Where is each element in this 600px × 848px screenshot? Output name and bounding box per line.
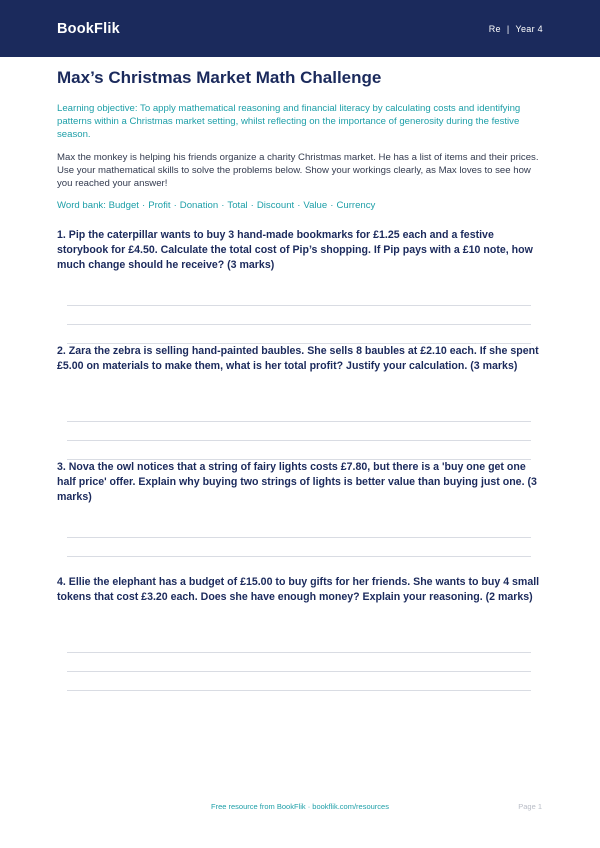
answer-line-q1[interactable] <box>67 324 531 325</box>
brand-logo: BookFlik <box>57 20 120 37</box>
question-2: 2. Zara the zebra is selling hand-painted baubles. She sells 8 baubles at £2.10 each. If she spent £5.00 on materials to make them, what is her total profit? Justify your calculation. (3 marks) <box>57 345 539 372</box>
answer-line-q1[interactable] <box>67 305 531 306</box>
answer-line-q4[interactable] <box>67 652 531 653</box>
word-bank-item: Total <box>227 200 248 211</box>
word-bank-item: Donation <box>179 200 219 211</box>
answer-line-q4[interactable] <box>67 690 531 691</box>
word-bank-item: Profit <box>148 200 171 211</box>
answer-line-q2[interactable] <box>67 421 531 422</box>
word-bank-item: Value <box>303 200 328 211</box>
answer-line-q1[interactable] <box>67 343 531 344</box>
word-bank-item: Currency <box>336 200 376 211</box>
intro-text: Max the monkey is helping his friends organize a charity Christmas market. He has a list of items and their prices. Use your mathematical skills to solve the problems below. Show your workings clearly, as Max loves to see how you reached your answer! <box>57 152 539 189</box>
subject-label: Re <box>488 23 501 34</box>
footer-credit: Free resource from BookFlik · bookflik.com/resources <box>211 802 389 811</box>
answer-line-q3[interactable] <box>67 556 531 557</box>
word-bank-item: Discount <box>256 200 295 211</box>
page-number: Page 1 <box>518 802 542 811</box>
question-3: 3. Nova the owl notices that a string of fairy lights costs £7.80, but there is a 'buy one get one half price' offer. Explain why buying two strings of lights is better value than buying just one. (3 marks) <box>57 461 537 503</box>
answer-line-q4[interactable] <box>67 671 531 672</box>
learning-objective: Learning objective: To apply mathematical reasoning and financial literacy by calculating costs and identifying patterns within a Christmas market setting, whilst reflecting on the importance of generosity during the festive season. <box>57 103 521 140</box>
page-title: Max’s Christmas Market Math Challenge <box>57 68 382 87</box>
header-meta: Re | Year 4 <box>488 23 543 34</box>
year-label: Year 4 <box>515 23 543 34</box>
word-bank: Word bank: Budget · Profit · Donation · Total · Discount · Value · Currency <box>57 200 376 211</box>
worksheet-content <box>57 57 543 603</box>
header-bar <box>0 0 600 57</box>
word-bank-label: Word bank: <box>57 200 106 211</box>
answer-line-q2[interactable] <box>67 459 531 460</box>
answer-line-q2[interactable] <box>67 440 531 441</box>
word-bank-item: Budget <box>108 200 139 211</box>
answer-line-q3[interactable] <box>67 537 531 538</box>
question-4: 4. Ellie the elephant has a budget of £15.00 to buy gifts for her friends. She wants to buy 4 small tokens that cost £3.20 each. Does she have enough money? Explain your reasoning. (2 marks) <box>57 576 540 603</box>
question-1: 1. Pip the caterpillar wants to buy 3 hand-made bookmarks for £1.25 each and a festive storybook for £4.50. Calculate the total cost of Pip’s shopping. If Pip pays with a £10 note, how much change should he receive? (3 marks) <box>57 229 533 271</box>
